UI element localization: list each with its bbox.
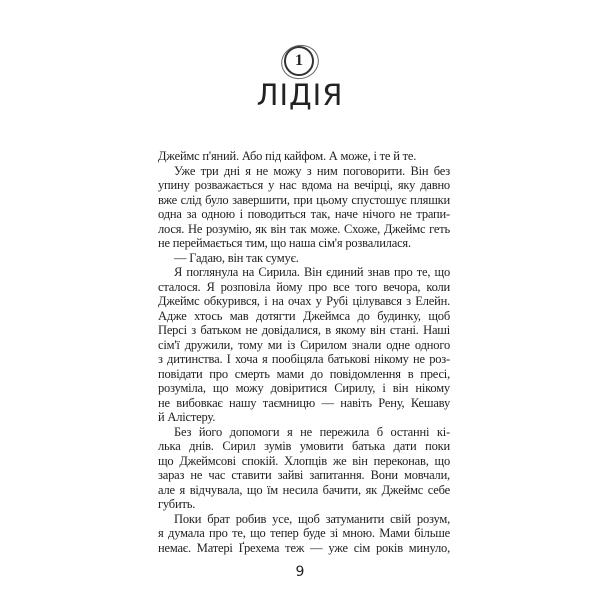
text-line: що Джеймсові спокій. Хлопців же він переконав, що [158, 453, 450, 468]
text-line: але я відчувала, що їм несила бачити, як Джеймс себе [158, 482, 450, 497]
text-line: сім'ї дружили, тому ми із Сирилом знали одне одного [158, 337, 450, 352]
text-line: немає. Матері Ґрехема теж — уже сім років минуло, [158, 540, 450, 555]
text-line: — Гадаю, він так сумує. [174, 250, 299, 265]
text-line: не вибовкає нашу таємницю — навіть Рену, Кешаву [158, 395, 450, 410]
text-line: не переймається тим, що наша сім'я розвалилася. [158, 236, 411, 250]
text-line: лька днів. Сирил зумів умовити батька дати поки [158, 439, 450, 453]
text-line: лося. Не розумію, як він так може. Схоже, Джеймс геть [158, 221, 450, 236]
text-line: повідати про смерть мами до повідомлення в пресі, [158, 366, 450, 381]
text-line: Адже хтось мав дотягти Джеймса до будинку, щоб [158, 308, 450, 323]
text-line: губить. [158, 497, 196, 511]
text-line: Я поглянула на Сирила. Він єдиний знав про те, що [174, 265, 450, 279]
text-line: я думала про те, що тепер буде зі мною. Мами більше [158, 526, 450, 540]
text-line: Уже три дні я не можу з ним поговорити. Він без [174, 163, 450, 178]
text-line: розуміла, що можу довіритися Сирилу, і він нікому [158, 381, 450, 395]
chapter-title: ЛІДІЯ [256, 78, 344, 112]
text-line: Без його допомоги я не пережила б останні кі- [174, 424, 450, 439]
text-line: Поки брат робив усе, щоб затуманити свій розум, [174, 511, 450, 526]
page-number: 9 [295, 564, 305, 580]
text-line: з дитинства. І хоча я пообіцяла батькові нікому не роз- [158, 352, 450, 366]
text-line: зараз не час ставити зайві запитання. Вони мовчали, [158, 468, 450, 482]
text-line: вже слід було завершити, при цьому спустошує пляшки [158, 192, 450, 207]
chapter-number-badge: 1 [284, 46, 314, 76]
text-line: Джеймс п'яний. Або під кайфом. А може, і те й те. [158, 149, 417, 163]
text-line: Персі з батьком не довідалися, в якому він стані. Наші [158, 323, 450, 337]
body-text [158, 149, 450, 555]
text-line: одна за одною і поводиться так, наче нічого не трапи- [158, 207, 450, 221]
text-line: Джеймс обкурився, і на очах у Рубі цілувався з Елейн. [158, 294, 450, 308]
text-line: упину розважається у нас вдома на вечірці, яку давно [158, 178, 450, 192]
text-line: сталося. Я розповіла йому про все того вечора, коли [158, 279, 450, 294]
text-line: й Алістеру. [158, 410, 216, 424]
